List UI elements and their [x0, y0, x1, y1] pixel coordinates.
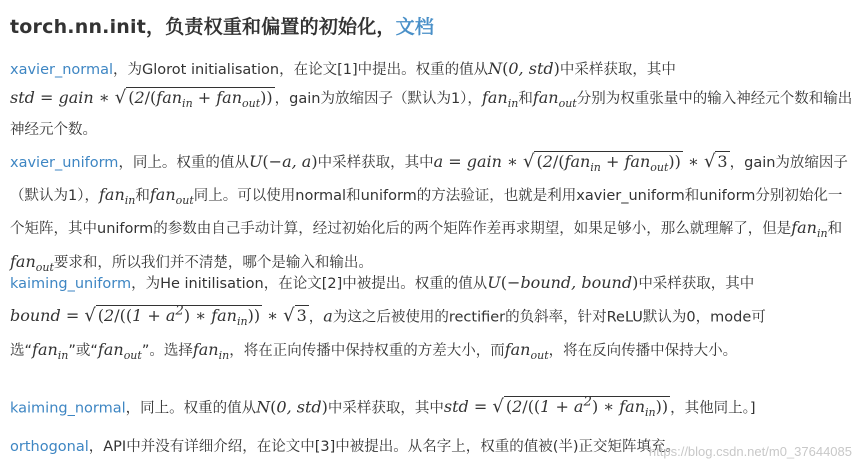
watermark: https://blog.csdn.net/m0_37644085 [648, 444, 852, 459]
xavier-uniform-link[interactable]: xavier_uniform [10, 155, 119, 171]
formula-normal-dist: N(0, std) [488, 59, 560, 78]
xavier-normal-link[interactable]: xavier_normal [10, 62, 114, 78]
formula-normal-dist-2: N(0, std) [256, 397, 328, 417]
orthogonal-link[interactable]: orthogonal [10, 439, 89, 455]
doc-link[interactable]: 文档 [395, 16, 435, 38]
title-text: torch.nn.init，负责权重和偏置的初始化， [10, 16, 396, 38]
formula-std-xavier: std = gain ∗ √ (2/(fan$_{in}$ + fan$_{out}$)) [10, 87, 273, 111]
xavier-normal-paragraph: xavier_normal，为Glorot initialisation，在论文[1]中提出。权重的值从N(0, std)中采样获取，其中 std = gain ∗ √ (2/(fan$_{in}$ + fan$_{out}$)) ，gain为放缩因子（默认为1），fan$_{in}$和fan$_{out}$分别为权重张量中的输入神经元个数和输出神经元个数。 [10, 59, 853, 139]
kaiming-normal-paragraph: kaiming_normal，同上。权重的值从N(0, std)中采样获取，其中std = √ ($2/((1 + a^2)$ ∗ fan$_{in}$)) ，其他同上。] [10, 395, 756, 420]
formula-uniform-bound: U(−bound, bound) [487, 273, 639, 292]
formula-a-xavier: a = gain ∗ √ (2/(fan$_{in}$ + fan$_{out}$)) ∗ √ 3 [433, 151, 728, 175]
formula-uniform-dist: U(−a, a) [248, 152, 318, 171]
kaiming-normal-link[interactable]: kaiming_normal [10, 400, 126, 417]
orthogonal-paragraph: orthogonal，API中并没有详细介绍，在论文中[3]中被提出。从名字上，权重的值被(半)正交矩阵填充。 [10, 439, 681, 455]
kaiming-uniform-paragraph: kaiming_uniform，为He initilisation，在论文[2]中被提出。权重的值从U(−bound, bound)中采样获取，其中 bound = √ ($2/((1 + a^2)$ ∗ fan$_{in}$)) ∗ √ 3 ，a为这之后被使用的rectifier的负斜率，针对ReLU默认为0，mode可选“fan$_{in}$”或“fan$_{out}$”。选择fan$_{in}$，将在正向传播中保持权重的方差大小，而fan$_{out}$，将在反向传播中保持大小。 [10, 273, 766, 362]
kaiming-uniform-link[interactable]: kaiming_uniform [10, 276, 132, 292]
formula-std-kaiming: std = √ ($2/((1 + a^2)$ ∗ fan$_{in}$)) [443, 395, 669, 420]
page-title [10, 12, 434, 39]
xavier-uniform-paragraph: xavier_uniform，同上。权重的值从U(−a, a)中采样获取，其中a = gain ∗ √ (2/(fan$_{in}$ + fan$_{out}$)) ∗ √ 3 ，gain为放缩因子（默认为1），fan$_{in}$和fan$_{out}$同上。可以使用normal和uniform的方法验证，也就是利用xavier_uniform和uniform分别初始化一个矩阵，其中uniform的参数由自己手动计算，经过初始化后的两个矩阵作差再求期望，如果足够小，那么就理解了，但是fan$_{in}$和fan$_{out}$要求和，所以我们并不清楚，哪个是输入和输出。 [10, 151, 848, 274]
formula-bound: bound = √ ($2/((1 + a^2)$ ∗ fan$_{in}$)) ∗ √ 3 [10, 304, 307, 329]
